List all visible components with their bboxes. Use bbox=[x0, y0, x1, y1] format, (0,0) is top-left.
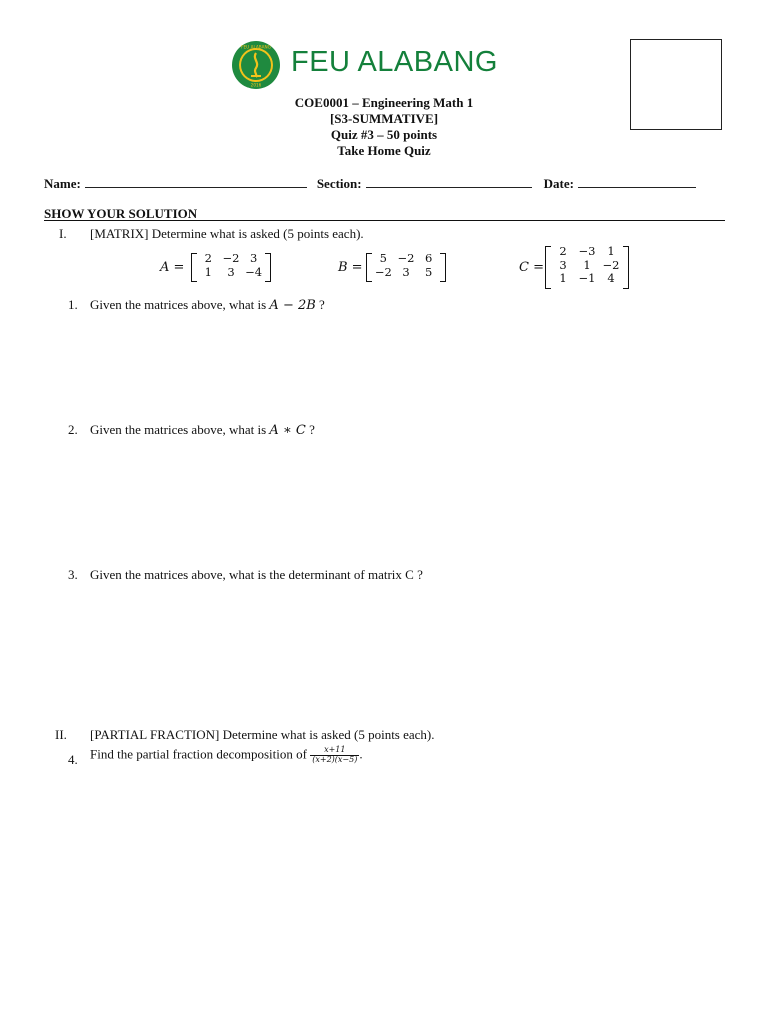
question-4 bbox=[90, 746, 363, 765]
matrix-a-label: A = bbox=[160, 260, 185, 275]
matrix-a bbox=[191, 253, 271, 280]
matrix-c-cell: 3 bbox=[559, 257, 567, 272]
question-1-end: ? bbox=[315, 297, 325, 312]
question-2-end: ? bbox=[305, 422, 315, 437]
matrix-a-cell: −2 bbox=[222, 251, 240, 265]
fraction-numerator: x+11 bbox=[310, 746, 359, 756]
matrix-b-label: B = bbox=[338, 260, 363, 275]
matrix-c-cell: 2 bbox=[559, 244, 567, 258]
question-1-number: 1. bbox=[68, 297, 78, 312]
matrix-c-cell: −2 bbox=[602, 257, 620, 272]
name-field[interactable] bbox=[85, 176, 307, 188]
matrix-c-cell: 1 bbox=[559, 271, 567, 286]
bracket-right bbox=[623, 246, 629, 289]
matrix-c-cell: −3 bbox=[578, 244, 596, 258]
part1-title: [MATRIX] Determine what is asked (5 points each). bbox=[90, 226, 364, 241]
instructions-heading: SHOW YOUR SOLUTION bbox=[44, 206, 198, 221]
matrix-b-cell: −2 bbox=[397, 251, 415, 265]
matrix-a-grid bbox=[197, 253, 265, 280]
question-1 bbox=[90, 297, 325, 313]
date-label: Date: bbox=[543, 176, 574, 191]
quiz-type: Take Home Quiz bbox=[337, 143, 431, 158]
section-label: Section: bbox=[316, 176, 362, 191]
matrix-c-cell: 1 bbox=[607, 244, 615, 258]
bracket-right bbox=[440, 253, 446, 282]
matrix-c-cell: 4 bbox=[607, 271, 615, 286]
course-title: COE0001 – Engineering Math 1 bbox=[294, 95, 474, 110]
question-2-expression: A ∗ C bbox=[269, 423, 306, 438]
question-3-text: Given the matrices above, what is the determinant of matrix C ? bbox=[90, 567, 423, 582]
part2-title: [PARTIAL FRACTION] Determine what is asked (5 points each). bbox=[90, 727, 435, 742]
matrix-c-label: C = bbox=[519, 260, 544, 275]
name-label: Name: bbox=[44, 176, 81, 191]
school-name: FEU ALABANG bbox=[291, 46, 498, 78]
matrix-c-cell: 1 bbox=[583, 257, 591, 272]
matrix-c-cell: −1 bbox=[578, 271, 596, 286]
question-1-expression: A − 2B bbox=[269, 298, 316, 313]
question-1-text: Given the matrices above, what is bbox=[90, 297, 267, 312]
matrix-a-cell: 3 bbox=[249, 251, 258, 265]
question-4-number: 4. bbox=[68, 752, 78, 767]
date-field[interactable] bbox=[578, 176, 696, 188]
matrix-c bbox=[545, 246, 629, 287]
part1-numeral: I. bbox=[59, 226, 67, 241]
matrix-b bbox=[366, 253, 446, 280]
matrix-a-cell: 3 bbox=[227, 264, 235, 279]
matrix-b-cell: 3 bbox=[402, 264, 410, 279]
fraction bbox=[310, 746, 359, 765]
seal-year: 2016 bbox=[250, 82, 262, 88]
matrix-a-cell: 2 bbox=[204, 251, 212, 265]
question-2-number: 2. bbox=[68, 422, 78, 437]
fraction-denominator: (x+2)(x−5) bbox=[312, 754, 358, 764]
section-divider bbox=[44, 220, 725, 221]
school-logo bbox=[231, 40, 541, 92]
matrix-c-grid bbox=[551, 246, 623, 287]
question-4-text: Find the partial fraction decomposition of bbox=[90, 746, 307, 762]
matrix-a-cell: −4 bbox=[245, 264, 263, 279]
school-seal-icon bbox=[231, 40, 281, 90]
question-3-number: 3. bbox=[68, 567, 78, 582]
seal-ring-text: FEU ALABANG bbox=[241, 44, 271, 50]
matrix-b-cell: 5 bbox=[424, 264, 433, 279]
bracket-right bbox=[265, 253, 271, 282]
student-fields bbox=[44, 175, 696, 193]
section-field[interactable] bbox=[366, 176, 532, 188]
part2-numeral: II. bbox=[55, 727, 67, 742]
matrix-b-grid bbox=[372, 253, 440, 280]
matrix-b-cell: 6 bbox=[424, 251, 433, 265]
question-4-end: . bbox=[359, 746, 363, 762]
matrix-b-cell: 5 bbox=[379, 251, 387, 265]
question-2 bbox=[90, 422, 315, 438]
question-2-text: Given the matrices above, what is bbox=[90, 422, 267, 437]
matrix-a-cell: 1 bbox=[204, 264, 212, 279]
quiz-title: Quiz #3 – 50 points bbox=[330, 127, 438, 142]
term-label: [S3-SUMMATIVE] bbox=[329, 111, 439, 126]
matrix-b-cell: −2 bbox=[374, 264, 392, 279]
